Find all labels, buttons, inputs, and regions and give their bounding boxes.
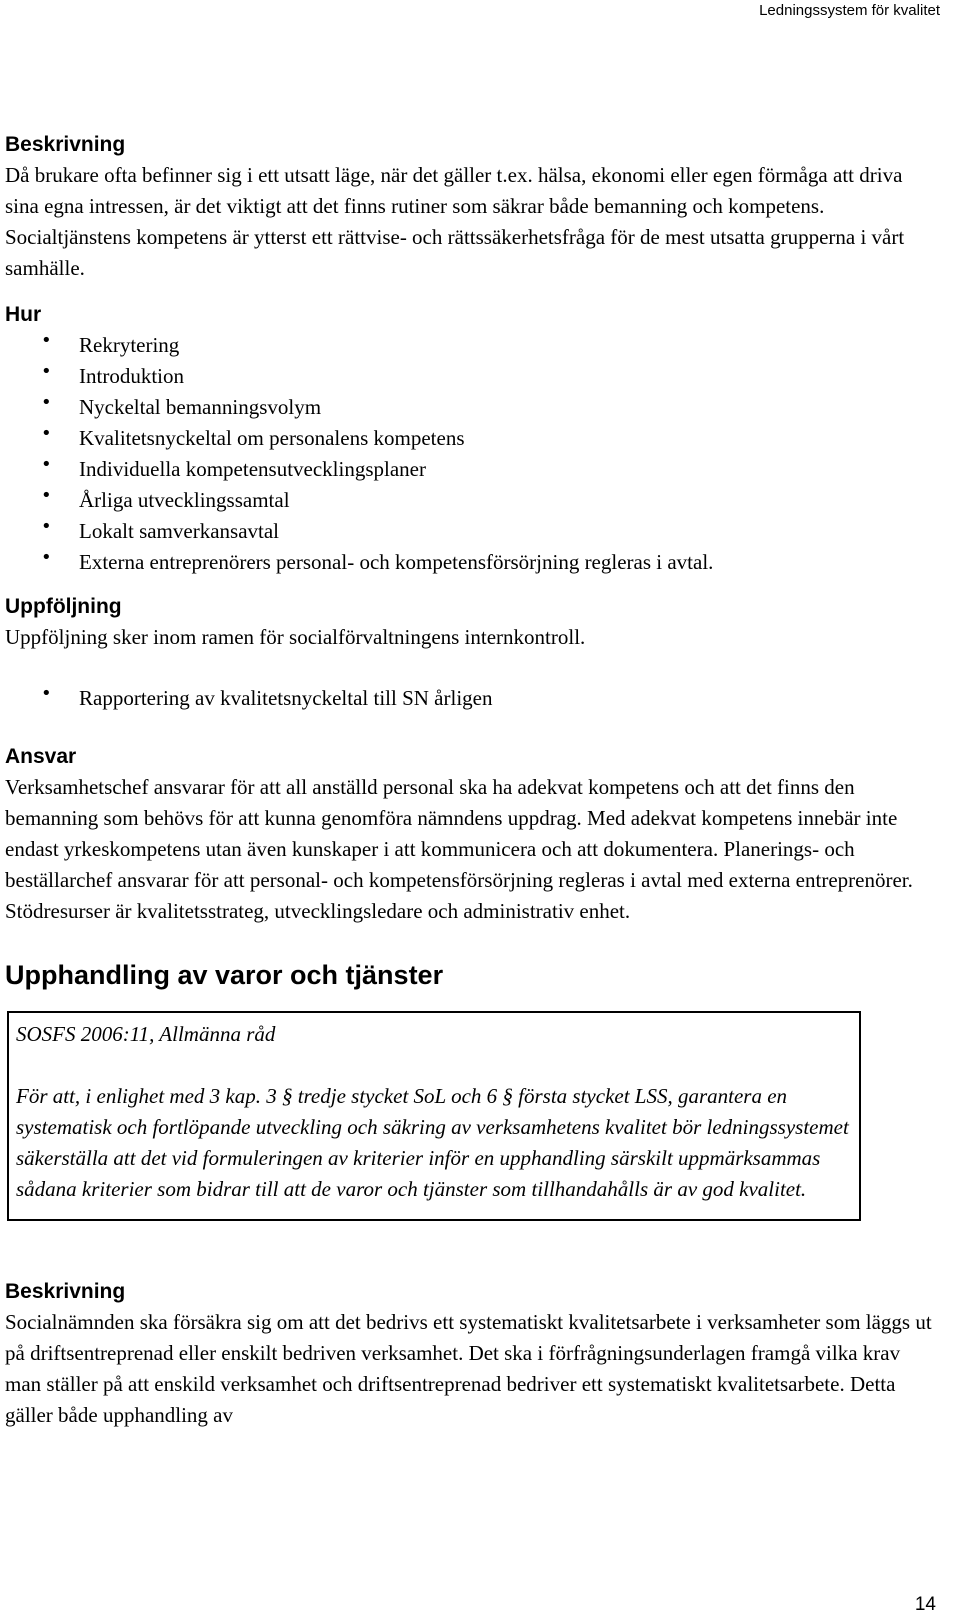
regulation-box: [7, 1011, 861, 1221]
running-header: Ledningssystem för kvalitet: [759, 2, 940, 19]
list-item: • Kvalitetsnyckeltal om personalens kompetens: [5, 423, 935, 454]
heading-beskrivning-2: Beskrivning: [5, 1280, 126, 1303]
list-item: • Externa entreprenörers personal- och kompetensförsörjning regleras i avtal.: [5, 547, 935, 578]
heading-uppfoljning: Uppföljning: [5, 595, 122, 618]
box-title: SOSFS 2006:11, Allmänna råd: [16, 1022, 276, 1046]
list-item: • Individuella kompetensutvecklingsplaner: [5, 454, 935, 485]
heading-ansvar: Ansvar: [5, 745, 77, 768]
list-item: • Nyckeltal bemanningsvolym: [5, 392, 935, 423]
list-item: • Årliga utvecklingssamtal: [5, 485, 935, 516]
hur-list: [5, 330, 935, 578]
heading-beskrivning-1: Beskrivning: [5, 133, 126, 156]
list-item: • Rekrytering: [5, 330, 935, 361]
list-item: • Introduktion: [5, 361, 935, 392]
page-content: [5, 130, 935, 1431]
paragraph-ansvar: Verksamhetschef ansvarar för att all anställd personal ska ha adekvat kompetens och att det finns den bemanning som behövs för att kunna genomföra nämndens uppdrag. Med adekvat kompetens innebär inte endast yrkeskompetens utan även kunskaper i att kommunicera och att dokumentera. Planerings- och beställarchef ansvarar för att personal- och kompetensförsörjning regleras i avtal med externa entreprenörer.: [5, 775, 913, 892]
heading-hur: Hur: [5, 303, 42, 326]
paragraph-stodresurser: Stödresurser är kvalitetsstrateg, utvecklingsledare och administrativ enhet.: [5, 899, 631, 923]
heading-upphandling: Upphandling av varor och tjänster: [5, 960, 444, 990]
list-item: • Lokalt samverkansavtal: [5, 516, 935, 547]
uppfoljning-list: [5, 683, 935, 714]
paragraph-beskrivning-1: Då brukare ofta befinner sig i ett utsatt läge, när det gäller t.ex. hälsa, ekonomi eller egen förmåga att driva sina egna intressen, är det viktigt att det finns rutiner som säkrar både bemanning och kompetens. Socialtjänstens kompetens är ytterst ett rättvise- och rättssäkerhetsfråga för de mest utsatta grupperna i vårt samhälle.: [5, 163, 905, 280]
box-text: För att, i enlighet med 3 kap. 3 § tredje stycket SoL och 6 § första stycket LSS, garantera en systematisk och fortlöpande utveckling och säkring av verksamhetens kvalitet bör ledningssystemet säkerställa att det vid formuleringen av kriterier inför en upphandling särskilt uppmärksammas sådana kriterier som bidrar till att de varor och tjänster som tillhandahålls är av god kvalitet.: [16, 1084, 849, 1201]
list-item: • Rapportering av kvalitetsnyckeltal till SN årligen: [5, 683, 935, 714]
paragraph-beskrivning-2: Socialnämnden ska försäkra sig om att det bedrivs ett systematiskt kvalitetsarbete i verksamheter som läggs ut på driftsentreprenad eller enskilt bedriven verksamhet. Det ska i förfrågningsunderlagen framgå vilka krav man ställer på att enskild verksamhet och driftsentreprenad bedriver ett systematiskt kvalitetsarbete. Detta gäller både upphandling av: [5, 1310, 932, 1427]
page-number: 14: [914, 1594, 936, 1615]
paragraph-uppfoljning: Uppföljning sker inom ramen för socialförvaltningens internkontroll.: [5, 625, 586, 649]
